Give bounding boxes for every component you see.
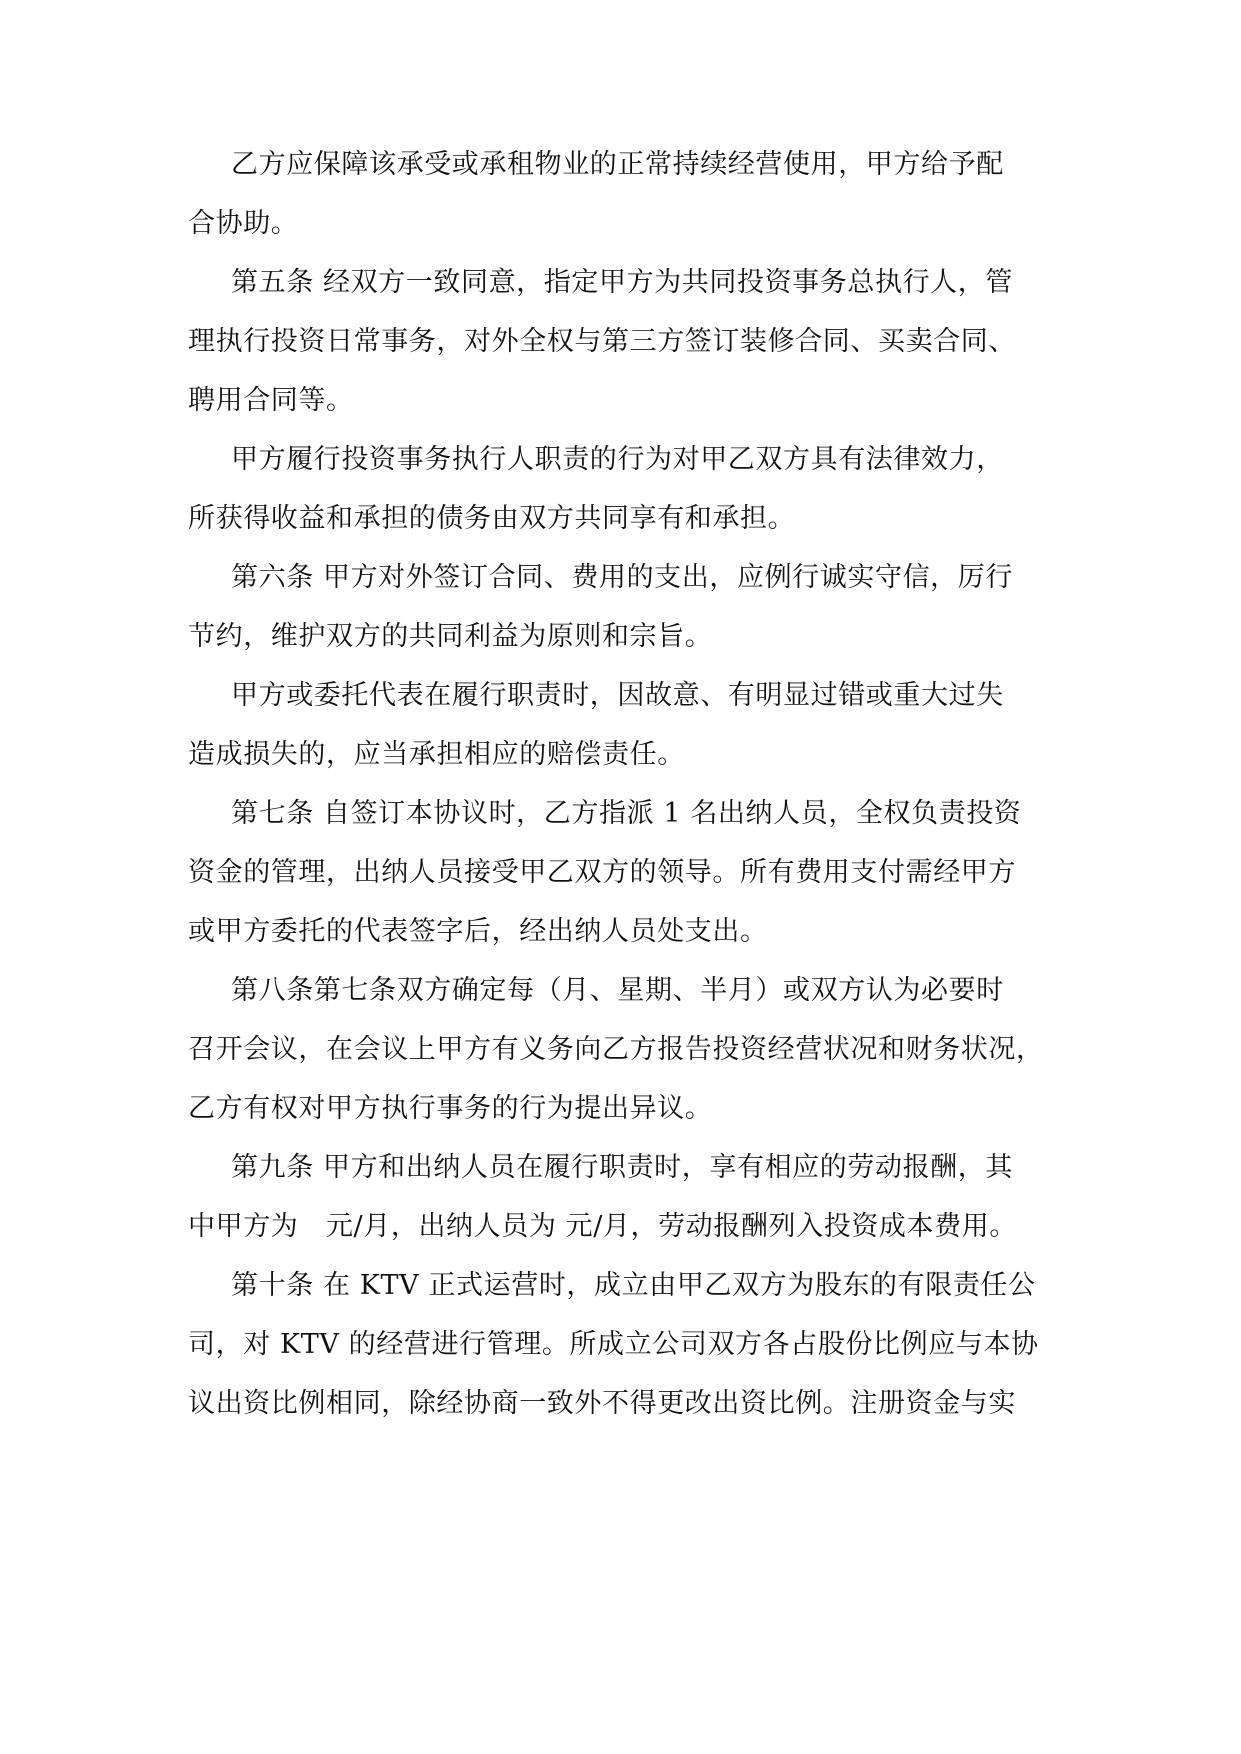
paragraph-line: 造成损失的，应当承担相应的赔偿责任。 xyxy=(188,739,685,770)
paragraph-line: 甲方履行投资事务执行人职责的行为对甲乙双方具有法律效力， xyxy=(231,444,1004,475)
paragraph-line: 甲方或委托代表在履行职责时，因故意、有明显过错或重大过失 xyxy=(231,680,1004,711)
paragraph-line: 司，对 KTV 的经营进行管理。所成立公司双方各占股份比例应与本协 xyxy=(188,1329,1039,1360)
paragraph-line: 节约，维护双方的共同利益为原则和宗旨。 xyxy=(188,621,713,652)
paragraph-line: 资金的管理，出纳人员接受甲乙双方的领导。所有费用支付需经甲方 xyxy=(188,857,1016,888)
paragraph-line: 所获得收益和承担的债务由双方共同享有和承担。 xyxy=(188,503,796,534)
paragraph-line: 第十条 在 KTV 正式运营时，成立由甲乙双方为股东的有限责任公 xyxy=(231,1270,1036,1301)
paragraph-line: 乙方有权对甲方执行事务的行为提出异议。 xyxy=(188,1093,713,1124)
paragraph-line: 乙方应保障该承受或承租物业的正常持续经营使用，甲方给予配 xyxy=(231,149,1004,180)
paragraph-line: 或甲方委托的代表签字后，经出纳人员处支出。 xyxy=(188,916,768,947)
paragraph-line: 理执行投资日常事务，对外全权与第三方签订装修合同、买卖合同、 xyxy=(188,326,1016,357)
paragraph-line: 议出资比例相同，除经协商一致外不得更改出资比例。注册资金与实 xyxy=(188,1388,1016,1419)
paragraph-line: 第七条 自签订本协议时，乙方指派 1 名出纳人员，全权负责投资 xyxy=(231,798,1022,829)
paragraph-line: 第九条 甲方和出纳人员在履行职责时，享有相应的劳动报酬，其 xyxy=(231,1152,1013,1183)
paragraph-line: 召开会议，在会议上甲方有义务向乙方报告投资经营状况和财务状况， xyxy=(188,1034,1044,1065)
paragraph-line: 聘用合同等。 xyxy=(188,385,354,416)
paragraph-line: 第八条第七条双方确定每（月、星期、半月）或双方认为必要时 xyxy=(231,975,1004,1006)
paragraph-line: 合协助。 xyxy=(188,208,299,239)
paragraph-line: 第五条 经双方一致同意，指定甲方为共同投资事务总执行人，管 xyxy=(231,267,1013,298)
paragraph-line: 中甲方为 元/月，出纳人员为 元/月，劳动报酬列入投资成本费用。 xyxy=(188,1211,1017,1242)
paragraph-line: 第六条 甲方对外签订合同、费用的支出，应例行诚实守信，厉行 xyxy=(231,562,1013,593)
